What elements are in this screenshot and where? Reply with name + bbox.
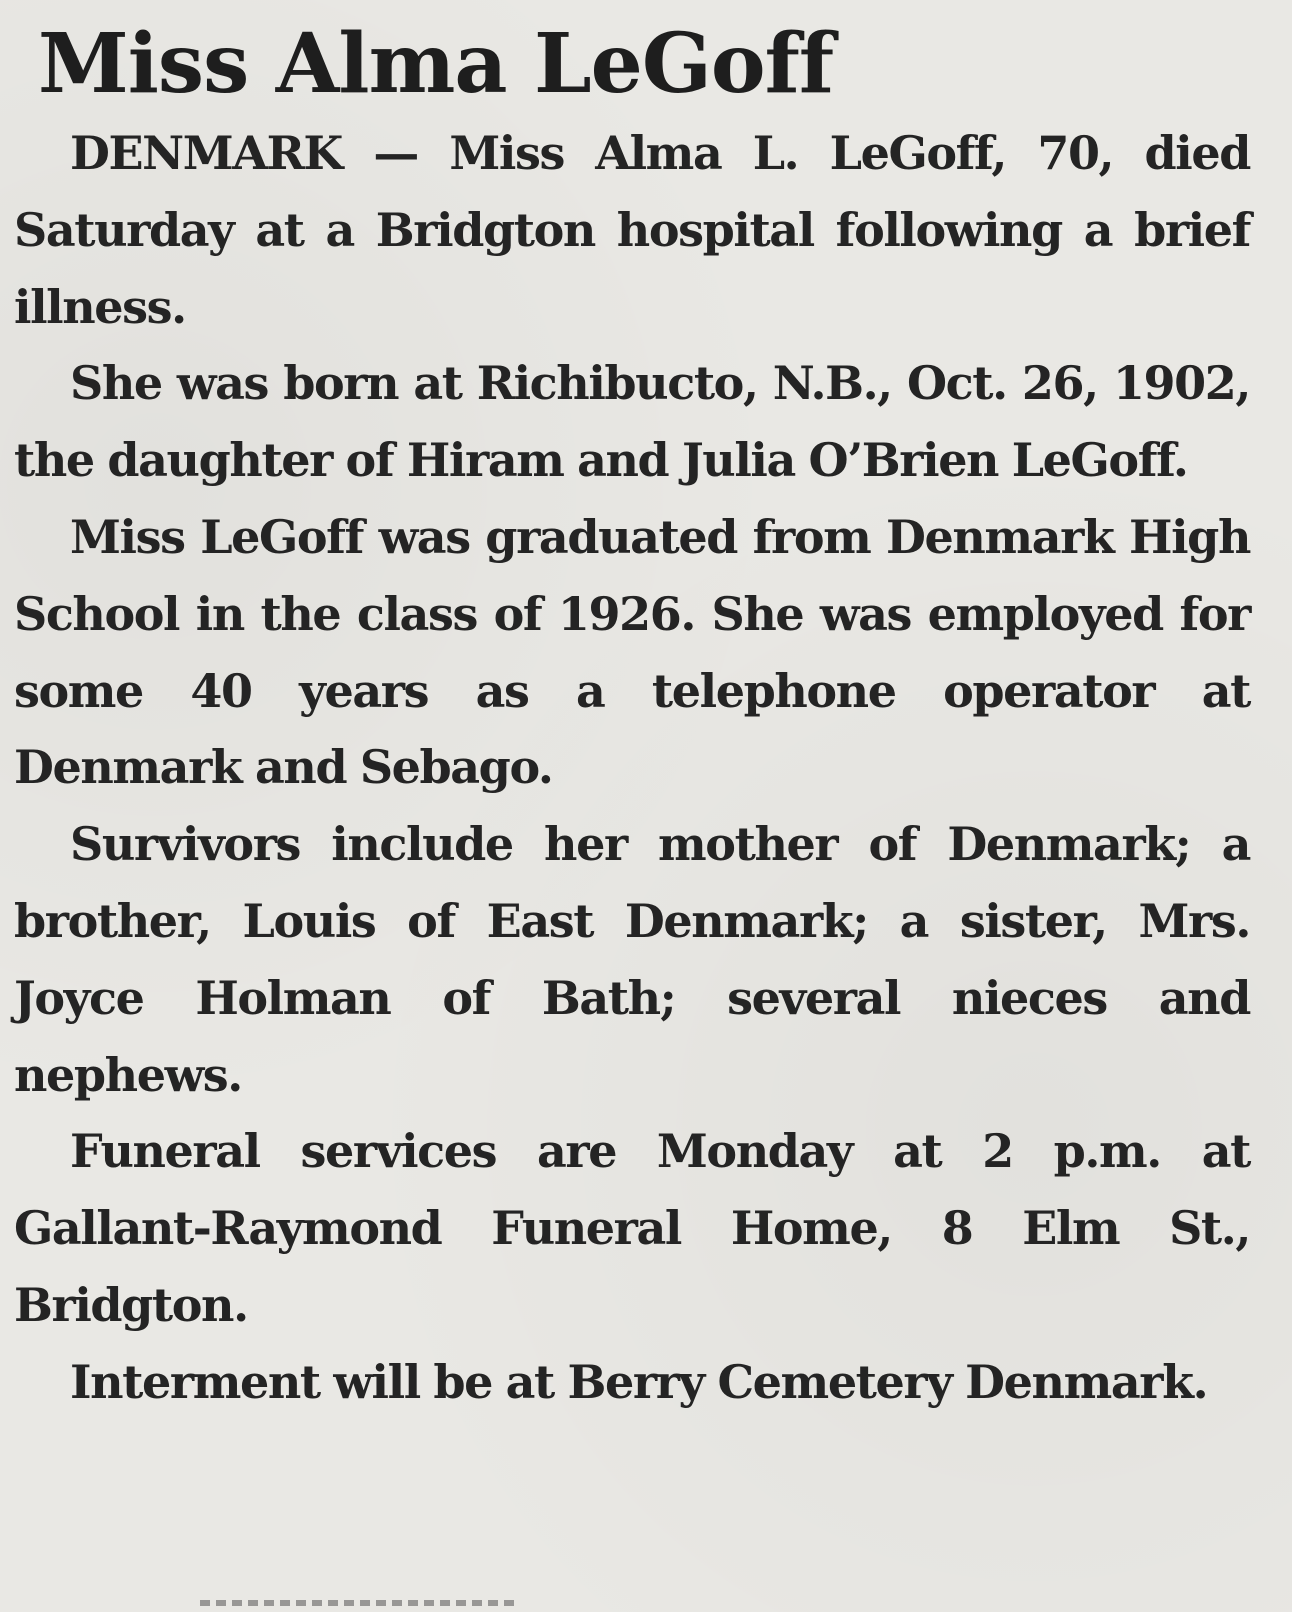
paragraph-funeral: Funeral services are Monday at 2 p.m. at Gallant-Raymond Funeral Home, 8 Elm St., Bridgton.: [14, 1124, 1250, 1332]
paragraph-death-notice: [14, 115, 1250, 345]
paragraph-birth: She was born at Richibucto, N.B., Oct. 26, 1902, the daughter of Hiram and Julia O’Brien LeGoff.: [14, 356, 1250, 488]
bottom-divider: [200, 1600, 520, 1606]
paragraph-text: Miss Alma L. LeGoff, 70, died Saturday at a Bridgton hospital following a brief illness.: [14, 126, 1251, 334]
dateline: DENMARK —: [70, 126, 418, 180]
obituary-headline: Miss Alma LeGoff: [38, 16, 834, 112]
paragraph-survivors: Survivors include her mother of Denmark; a brother, Louis of East Denmark; a sister, Mrs. Joyce Holman of Bath; several nieces and nephews.: [14, 817, 1250, 1102]
paragraph-interment: Interment will be at Berry Cemetery Denmark.: [70, 1354, 1208, 1409]
paragraph-career: Miss LeGoff was graduated from Denmark High School in the class of 1926. She was employed for some 40 years as a telephone operator at Denmark and Sebago.: [14, 509, 1250, 795]
obituary-body: [14, 115, 1250, 1421]
